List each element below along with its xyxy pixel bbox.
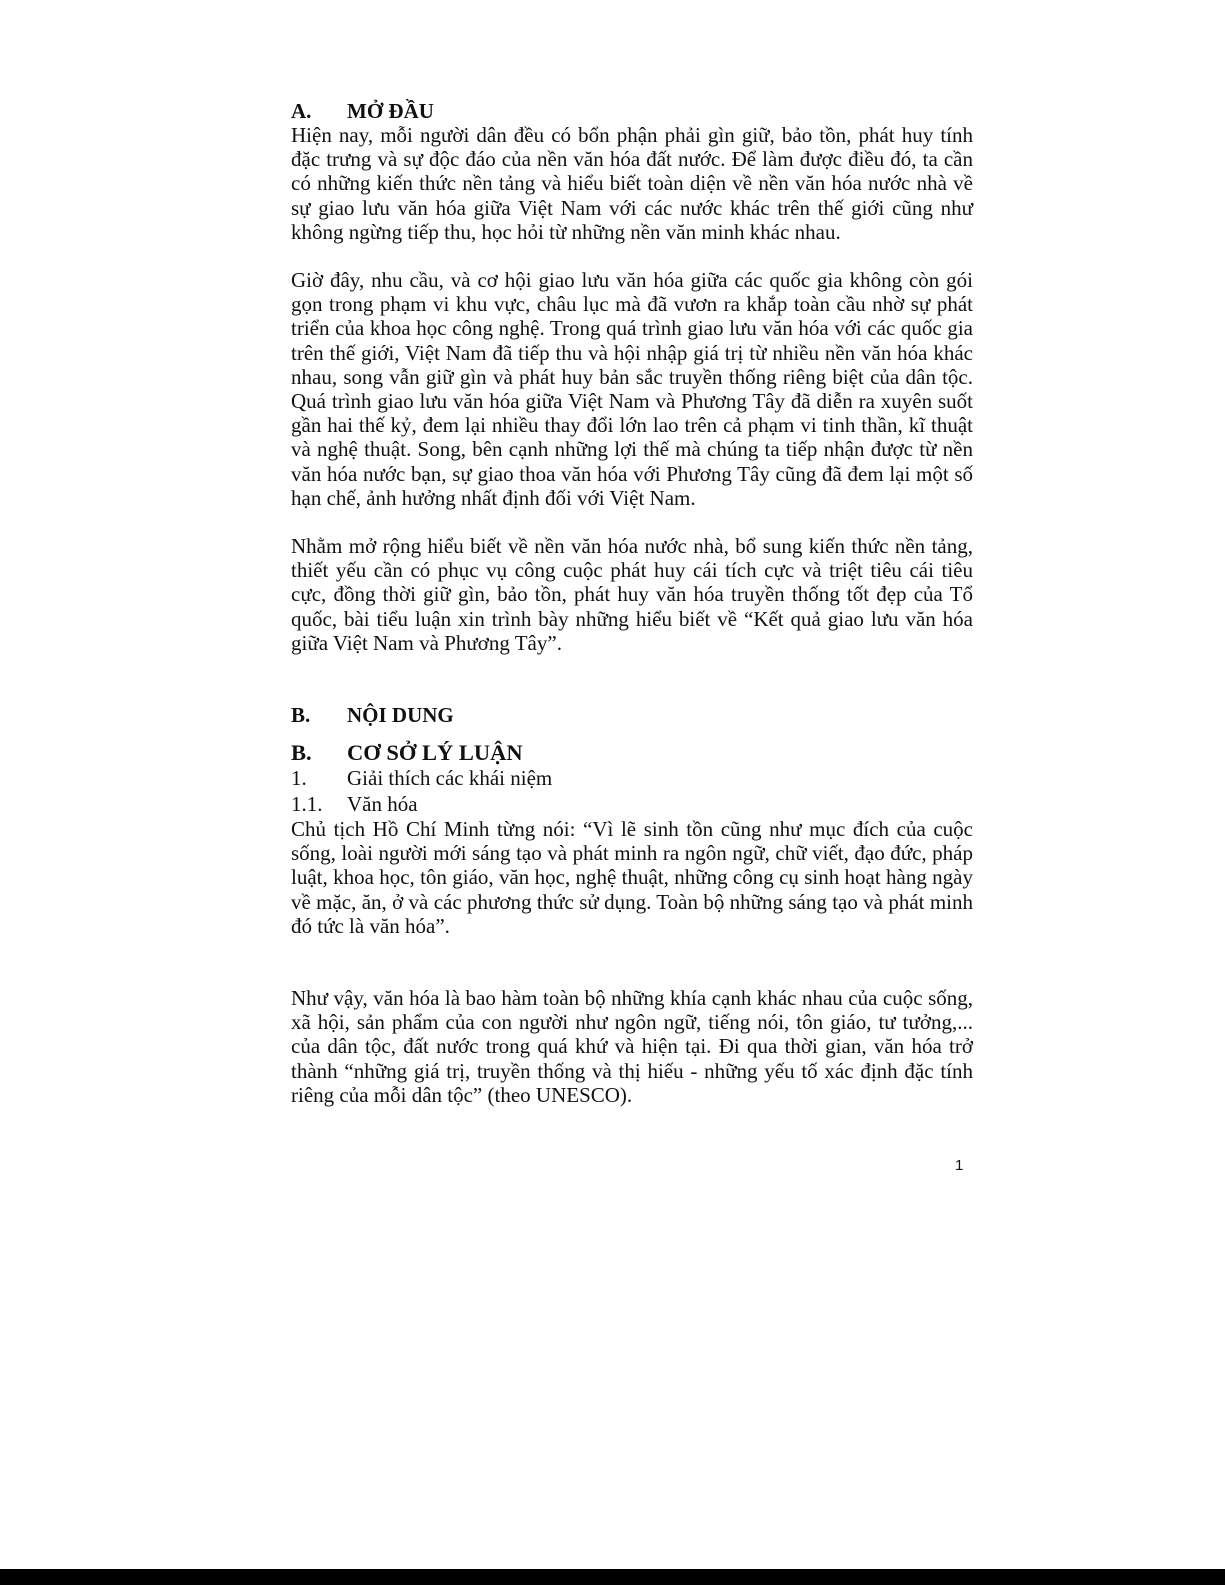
subsection-1-1-number: 1.1. <box>291 792 323 817</box>
subsection-1-1-title: Văn hóa <box>347 792 418 817</box>
section-b-heading <box>291 703 973 727</box>
bottom-border <box>0 1569 1225 1585</box>
section-b-number: B. <box>291 703 311 728</box>
intro-paragraph-2: Giờ đây, nhu cầu, và cơ hội giao lưu văn hóa giữa các quốc gia không còn gói gọn trong phạm vi khu vực, châu lục mà đã vươn ra khắp toàn cầu nhờ sự phát triển của khoa học công nghệ. Trong quá trình giao lưu văn hóa với các quốc gia trên thế giới, Việt Nam đã tiếp thu và hội nhập giá trị từ nhiều nền văn hóa khác nhau, song vẫn giữ gìn và phát huy bản sắc truyền thống riêng biệt của dân tộc. Quá trình giao lưu văn hóa giữa Việt Nam và Phương Tây đã diễn ra xuyên suốt gần hai thế kỷ, đem lại nhiều thay đổi lớn lao trên cả phạm vi tinh thần, kĩ thuật và nghệ thuật. Song, bên cạnh những lợi thế mà chúng ta tiếp nhận được từ nền văn hóa nước bạn, sự giao thoa văn hóa với Phương Tây cũng đã đem lại một số hạn chế, ảnh hưởng nhất định đối với Việt Nam. <box>291 268 973 510</box>
section-b-title: NỘI DUNG <box>347 703 454 728</box>
section-a-number: A. <box>291 99 312 123</box>
subsection-1-1-heading <box>291 791 973 817</box>
page-number: 1 <box>955 1157 964 1174</box>
subsection-1-title: Giải thích các khái niệm <box>347 766 553 791</box>
subsection-1-heading <box>291 765 973 791</box>
section-b2-number: B. <box>291 740 312 766</box>
section-a-title: MỞ ĐẦU <box>347 99 434 123</box>
section-b2-title: CƠ SỞ LÝ LUẬN <box>347 740 523 766</box>
page-content <box>291 99 973 1107</box>
culture-paragraph-1: Chủ tịch Hồ Chí Minh từng nói: “Vì lẽ sinh tồn cũng như mục đích của cuộc sống, loài người mới sáng tạo và phát minh ra ngôn ngữ, chữ viết, đạo đức, pháp luật, khoa học, tôn giáo, văn học, nghệ thuật, những công cụ sinh hoạt hàng ngày về mặc, ăn, ở và các phương thức sử dụng. Toàn bộ những sáng tạo và phát minh đó tức là văn hóa”. <box>291 817 973 938</box>
section-b2-heading <box>291 741 973 765</box>
intro-paragraph-3: Nhằm mở rộng hiểu biết về nền văn hóa nước nhà, bổ sung kiến thức nền tảng, thiết yếu cần có phục vụ công cuộc phát huy cái tích cực và triệt tiêu cái tiêu cực, đồng thời giữ gìn, bảo tồn, phát huy văn hóa truyền thống tốt đẹp của Tổ quốc, bài tiểu luận xin trình bày những hiểu biết về “Kết quả giao lưu văn hóa giữa Việt Nam và Phương Tây”. <box>291 534 973 655</box>
section-a-heading <box>291 99 973 123</box>
culture-paragraph-2: Như vậy, văn hóa là bao hàm toàn bộ những khía cạnh khác nhau của cuộc sống, xã hội, sản phẩm của con người như ngôn ngữ, tiếng nói, tôn giáo, tư tưởng,... của dân tộc, đất nước trong quá khứ và hiện tại. Đi qua thời gian, văn hóa trở thành “những giá trị, truyền thống và thị hiếu - những yếu tố xác định đặc tính riêng của mỗi dân tộc” (theo UNESCO). <box>291 986 973 1107</box>
subsection-1-number: 1. <box>291 766 307 791</box>
intro-paragraph-1: Hiện nay, mỗi người dân đều có bổn phận phải gìn giữ, bảo tồn, phát huy tính đặc trưng và sự độc đáo của nền văn hóa đất nước. Để làm được điều đó, ta cần có những kiến thức nền tảng và hiểu biết toàn diện về nền văn hóa nước nhà về sự giao lưu văn hóa giữa Việt Nam với các nước khác trên thế giới cũng như không ngừng tiếp thu, học hỏi từ những nền văn minh khác nhau. <box>291 123 973 244</box>
